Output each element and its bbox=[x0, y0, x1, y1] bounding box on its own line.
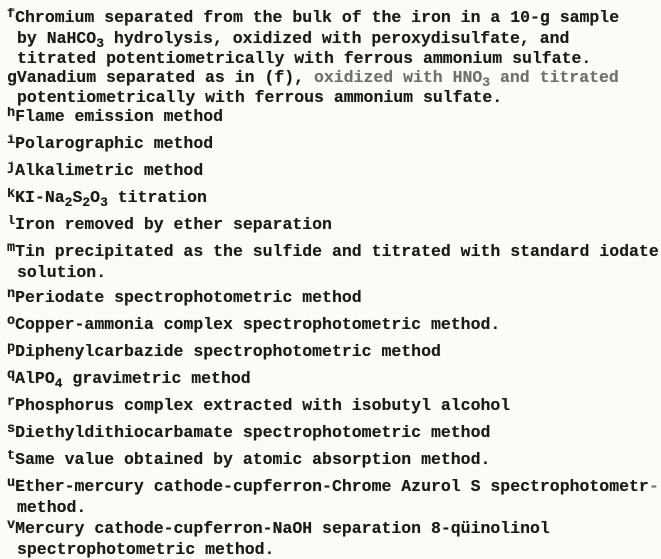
footnote-marker-m: m bbox=[7, 242, 16, 256]
footnote-g-cont-line bbox=[7, 88, 659, 107]
subscript: 2 bbox=[82, 195, 91, 209]
text-segment: Tin precipitated as the sulfide and titrated with standard iodate bbox=[15, 242, 659, 261]
text-segment: hydrolysis, oxidized with peroxydisulfate, and bbox=[104, 29, 570, 48]
text-segment: Same value obtained by atomic absorption method. bbox=[15, 450, 491, 469]
text-segment: method. bbox=[17, 498, 87, 517]
text-segment: titration bbox=[107, 188, 207, 207]
footnote-marker-o: o bbox=[7, 315, 16, 329]
text-segment: Alkalimetric method bbox=[15, 161, 204, 180]
footnote-h-line bbox=[7, 107, 659, 128]
footnote-marker-p: p bbox=[7, 342, 16, 356]
text-segment: AlPO bbox=[15, 369, 55, 388]
footnote-l-line bbox=[7, 215, 659, 236]
text-segment: gVanadium separated as in (f), bbox=[7, 68, 314, 87]
text-segment: O bbox=[90, 188, 101, 207]
footnote-m-cont-line bbox=[7, 263, 659, 282]
text-segment: Mercury cathode-cupferron-NaOH separation 8-qüinolinol bbox=[15, 519, 550, 538]
subscript: 3 bbox=[482, 75, 491, 88]
text-segment: KI-Na bbox=[15, 188, 65, 207]
text-segment: and titrated bbox=[490, 68, 619, 87]
footnote-u-cont-line bbox=[7, 498, 659, 517]
text-segment: S bbox=[72, 188, 83, 207]
text-segment: Phosphorus complex extracted with isobutyl alcohol bbox=[15, 396, 511, 415]
footnote-m-line bbox=[7, 242, 659, 263]
subscript: 3 bbox=[96, 36, 105, 49]
footnote-marker-v: v bbox=[7, 519, 16, 533]
footnote-marker-u: u bbox=[7, 477, 16, 491]
text-segment: Polarographic method bbox=[15, 134, 214, 153]
text-segment: gravimetric method bbox=[62, 369, 251, 388]
footnote-marker-l: l bbox=[7, 215, 16, 229]
footnote-i-line bbox=[7, 134, 659, 155]
footnote-marker-k: k bbox=[7, 188, 16, 202]
footnote-q-line bbox=[7, 369, 659, 390]
footnote-marker-i: i bbox=[7, 134, 16, 148]
footnote-p-line bbox=[7, 342, 659, 363]
footnote-f-line bbox=[7, 8, 659, 29]
footnote-o-line bbox=[7, 315, 659, 336]
footnote-g-line bbox=[7, 68, 659, 88]
text-segment: Diethyldithiocarbamate spectrophotometric method bbox=[15, 423, 491, 442]
footnote-f-cont-line bbox=[7, 29, 659, 49]
text-segment: Flame emission method bbox=[15, 107, 224, 126]
footnote-n-line bbox=[7, 288, 659, 309]
footnote-u-line bbox=[7, 477, 659, 498]
footnote-v-cont-line bbox=[7, 540, 659, 559]
footnote-v-line bbox=[7, 519, 659, 540]
footnote-f-cont-line bbox=[7, 49, 659, 68]
footnote-marker-n: n bbox=[7, 288, 16, 302]
text-segment: Diphenylcarbazide spectrophotometric method bbox=[15, 342, 441, 361]
text-segment: solution. bbox=[17, 263, 107, 282]
footnote-marker-s: s bbox=[7, 423, 16, 437]
text-segment: Iron removed by ether separation bbox=[15, 215, 332, 234]
text-segment: by NaHCO bbox=[17, 29, 97, 48]
text-segment: Periodate spectrophotometric method bbox=[15, 288, 362, 307]
text-segment: spectrophotometric method. bbox=[17, 540, 275, 559]
footnote-marker-r: r bbox=[7, 396, 16, 410]
footnote-j-line bbox=[7, 161, 659, 182]
text-segment: oxidized with HNO bbox=[313, 68, 483, 87]
subscript: 2 bbox=[64, 195, 73, 209]
footnote-marker-h: h bbox=[7, 107, 16, 121]
text-segment: potentiometrically with ferrous ammonium sulfate. bbox=[17, 88, 503, 107]
footnote-marker-j: j bbox=[7, 161, 16, 175]
footnote-t-line bbox=[7, 450, 659, 471]
footnote-k-line bbox=[7, 188, 659, 209]
footnote-s-line bbox=[7, 423, 659, 444]
footnote-marker-q: q bbox=[7, 369, 16, 383]
footnote-marker-f: f bbox=[7, 8, 16, 22]
footnote-r-line bbox=[7, 396, 659, 417]
subscript: 3 bbox=[100, 195, 108, 209]
text-segment: Ether-mercury cathode-cupferron-Chrome Azurol S spectrophotometr bbox=[15, 477, 649, 496]
subscript: 4 bbox=[54, 376, 63, 390]
text-segment: - bbox=[648, 477, 659, 496]
text-segment: Chromium separated from the bulk of the iron in a 10-g sample bbox=[15, 8, 620, 27]
text-segment: Copper-ammonia complex spectrophotometric method. bbox=[15, 315, 501, 334]
footnote-marker-t: t bbox=[7, 450, 16, 464]
text-segment: titrated potentiometrically with ferrous ammonium sulfate. bbox=[17, 49, 592, 68]
